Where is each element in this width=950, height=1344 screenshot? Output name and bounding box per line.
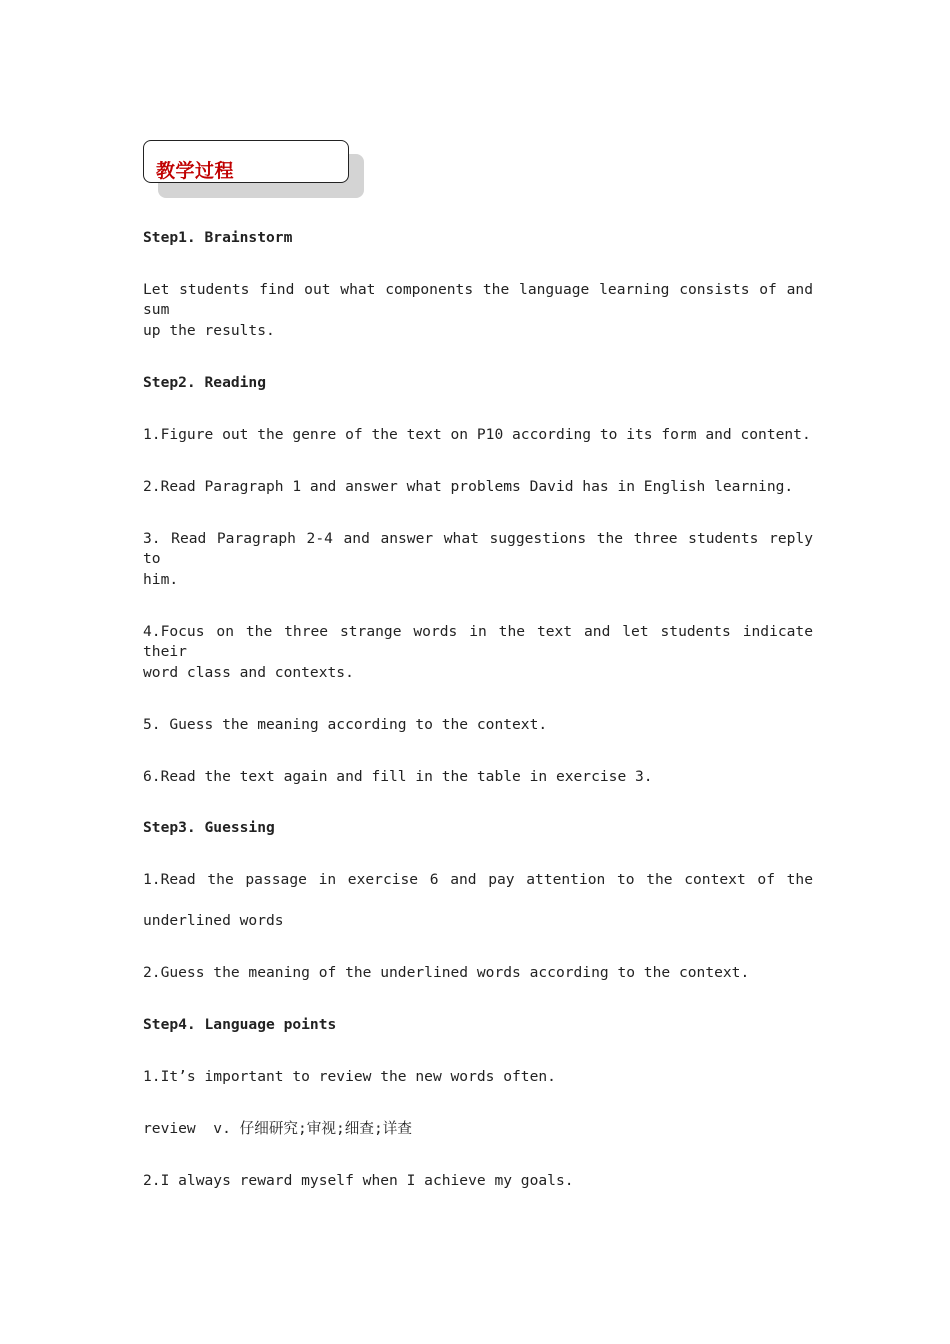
step2-item4-line1: 4.Focus on the three strange words in the text and let students indicate their bbox=[143, 623, 813, 660]
step1-text-line2: up the results. bbox=[143, 322, 275, 339]
section-title: 教学过程 bbox=[156, 160, 235, 182]
step2-item4-line2: word class and contexts. bbox=[143, 664, 354, 681]
step4-item2: 2.I always reward myself when I achieve my goals. bbox=[143, 1172, 574, 1189]
step2-item3-line1: 3. Read Paragraph 2-4 and answer what suggestions the three students reply to bbox=[143, 530, 813, 567]
step2-item6: 6.Read the text again and fill in the table in exercise 3. bbox=[143, 768, 653, 785]
step3-item1-line2: underlined words bbox=[143, 912, 284, 929]
step4-vocab: review v. 仔细研究;审视;细查;详查 bbox=[143, 1120, 412, 1137]
step2-item5: 5. Guess the meaning according to the context. bbox=[143, 716, 548, 733]
step2-item1: 1.Figure out the genre of the text on P10 according to its form and content. bbox=[143, 426, 811, 443]
step3-heading: Step3. Guessing bbox=[143, 819, 275, 836]
step2-item2: 2.Read Paragraph 1 and answer what problems David has in English learning. bbox=[143, 478, 794, 495]
step4-item1: 1.It’s important to review the new words often. bbox=[143, 1068, 556, 1085]
step3-item2: 2.Guess the meaning of the underlined words according to the context. bbox=[143, 964, 750, 981]
step3-item1-line1: 1.Read the passage in exercise 6 and pay attention to the context of the bbox=[143, 871, 813, 888]
step2-heading: Step2. Reading bbox=[143, 374, 267, 391]
step1-text-line1: Let students find out what components the language learning consists of and sum bbox=[143, 281, 813, 318]
step2-item3-line2: him. bbox=[143, 571, 179, 588]
step4-heading: Step4. Language points bbox=[143, 1016, 337, 1033]
step1-heading: Step1. Brainstorm bbox=[143, 229, 293, 246]
